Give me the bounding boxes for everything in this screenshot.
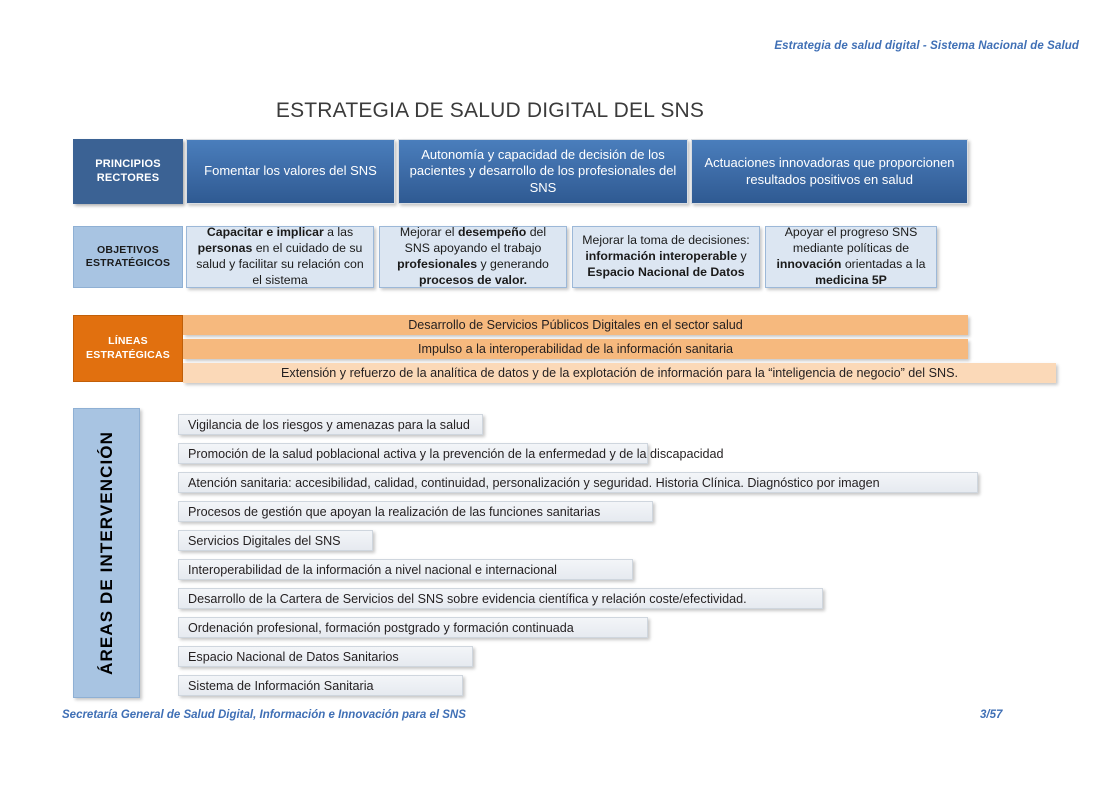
area-intervencion-row: Sistema de Información Sanitaria [178, 675, 463, 696]
linea-estrategica-bar: Extensión y refuerzo de la analítica de datos y de la explotación de información para la “inteligencia de negocio” del SNS. [183, 363, 1056, 383]
area-intervencion-row: Vigilancia de los riesgos y amenazas para la salud [178, 414, 483, 435]
header-note: Estrategia de salud digital - Sistema Nacional de Salud [774, 40, 1079, 52]
objetivos-estrategicos-label: OBJETIVOS ESTRATÉGICOS [73, 226, 183, 288]
footer-organization: Secretaría General de Salud Digital, Información e Innovación para el SNS [62, 709, 466, 721]
objetivo-estrategico-cell: Mejorar el desempeño del SNS apoyando el trabajo profesionales y generando procesos de valor. [379, 226, 567, 288]
area-intervencion-row: Interoperabilidad de la información a nivel nacional e internacional [178, 559, 633, 580]
areas-intervencion-label [73, 408, 140, 698]
objetivo-estrategico-cell: Apoyar el progreso SNS mediante políticas de innovación orientadas a la medicina 5P [765, 226, 937, 288]
principios-rectores-label: PRINCIPIOS RECTORES [73, 139, 183, 204]
lineas-estrategicas-label: LÍNEAS ESTRATÉGICAS [73, 315, 183, 382]
principio-rector-cell: Actuaciones innovadoras que proporcionen resultados positivos en salud [691, 139, 968, 204]
objetivo-estrategico-cell: Capacitar e implicar a las personas en el cuidado de su salud y facilitar su relación con el sistema [186, 226, 374, 288]
linea-estrategica-bar: Impulso a la interoperabilidad de la información sanitaria [183, 339, 968, 359]
area-intervencion-row: Ordenación profesional, formación postgrado y formación continuada [178, 617, 648, 638]
area-intervencion-row: Promoción de la salud poblacional activa y la prevención de la enfermedad y de la discapacidad [178, 443, 648, 464]
footer-page-number: 3/57 [980, 709, 1003, 721]
linea-estrategica-bar: Desarrollo de Servicios Públicos Digitales en el sector salud [183, 315, 968, 335]
area-intervencion-row: Servicios Digitales del SNS [178, 530, 373, 551]
objetivo-estrategico-cell: Mejorar la toma de decisiones: información interoperable y Espacio Nacional de Datos [572, 226, 760, 288]
area-intervencion-row: Atención sanitaria: accesibilidad, calidad, continuidad, personalización y seguridad. Historia Clínica. Diagnóstico por imagen [178, 472, 978, 493]
area-intervencion-row: Procesos de gestión que apoyan la realización de las funciones sanitarias [178, 501, 653, 522]
areas-intervencion-label-text: ÁREAS DE INTERVENCIÓN [96, 431, 116, 675]
area-intervencion-row: Espacio Nacional de Datos Sanitarios [178, 646, 473, 667]
principio-rector-cell: Fomentar los valores del SNS [186, 139, 395, 204]
principio-rector-cell: Autonomía y capacidad de decisión de los pacientes y desarrollo de los profesionales del SNS [398, 139, 688, 204]
page-title: ESTRATEGIA DE SALUD DIGITAL DEL SNS [275, 99, 705, 122]
area-intervencion-row: Desarrollo de la Cartera de Servicios del SNS sobre evidencia científica y relación coste/efectividad. [178, 588, 823, 609]
